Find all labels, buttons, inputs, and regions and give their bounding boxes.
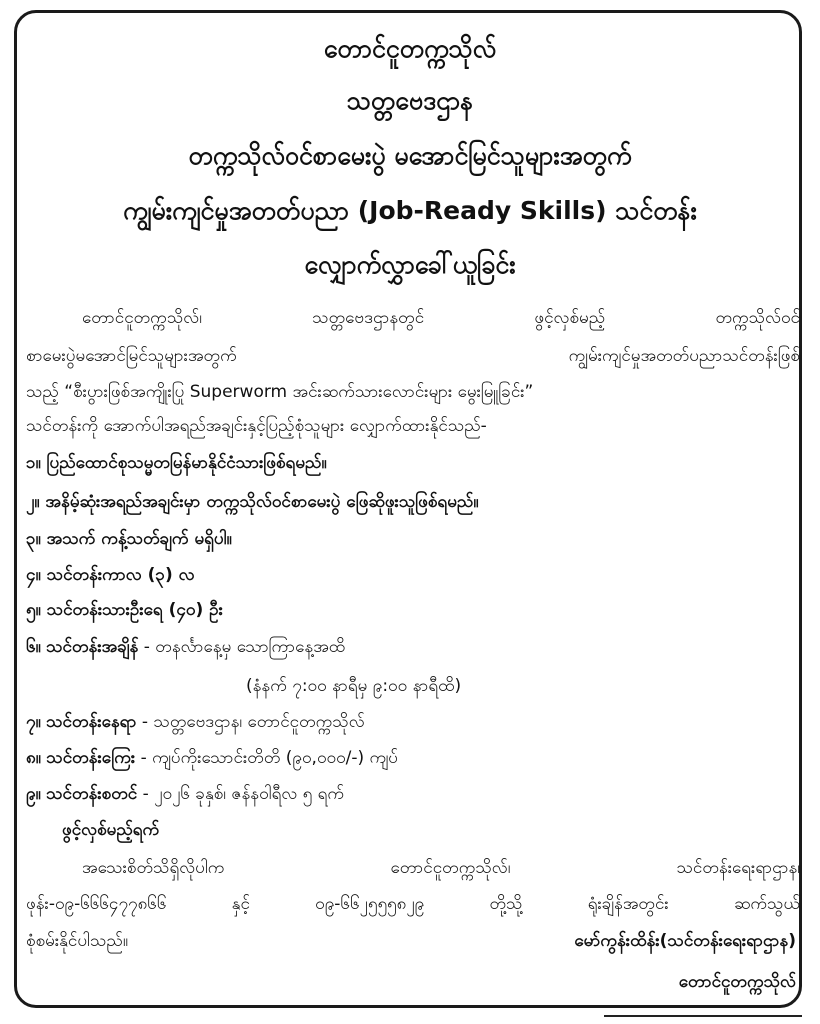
- item-text: - ၂၀၂၆ ခုနှစ်၊ ဇန်နဝါရီလ ၅ ရက်: [137, 784, 345, 804]
- item-number: ၆။: [26, 637, 41, 657]
- item-text: - တနင်္လာနေ့မှ သောကြာနေ့အထိ: [138, 637, 346, 657]
- intro-line-4: သင်တန်းကို အောက်ပါအရည်အချင်းနှင့်ပြည့်စုံသူများ လျှောက်ထားနိုင်သည်-: [26, 416, 487, 436]
- item-text: သင်တန်းသားဦးရေ (၄၀) ဦး: [46, 600, 223, 620]
- signature-office: မော်ကွန်းထိန်း(သင်တန်းရေးရာဌာန): [574, 931, 796, 951]
- item-number: ၂။: [26, 492, 40, 512]
- item-text: အနိမ့်ဆုံးအရည်အချင်းမှာ တက္ကသိုလ်ဝင်စာမေးပွဲ ဖြေဆိုဖူးသူဖြစ်ရမည်။: [45, 492, 479, 512]
- detail-item-9: [26, 782, 344, 806]
- item-label: သင်တန်းကြေး: [46, 748, 136, 768]
- contact-line-3: စုံစမ်းနိုင်ပါသည်။: [26, 931, 129, 951]
- item-number: ၅။: [26, 600, 41, 620]
- contact-line-1: အသေးစိတ်သိရှိလိုပါက တောင်ငူတက္ကသိုလ်၊ သင်တန်းရေးရာဌာန၊: [82, 858, 800, 878]
- item-number: ၄။: [26, 565, 41, 585]
- item-number: ၃။: [26, 529, 41, 549]
- intro-line-2: စာမေးပွဲမအောင်မြင်သူများအတွက် ကျွမ်းကျင်မှုအတတ်ပညာသင်တန်းဖြစ်: [26, 346, 800, 366]
- detail-item-6: [26, 635, 345, 659]
- item-text: အသက် ကန့်သတ်ချက် မရှိပါ။: [46, 529, 232, 549]
- item-label: သင်တန်းနေရာ: [46, 712, 137, 732]
- item-number: ၁။: [26, 453, 41, 473]
- intro-line-1: တောင်ငူတက္ကသိုလ်၊ သတ္တဗေဒဌာနတွင် ဖွင့်လှစ်မည့် တက္ကသိုလ်ဝင်: [82, 308, 800, 328]
- detail-item-8: [26, 746, 398, 770]
- bottom-rule: [604, 1015, 802, 1017]
- requirement-item-1: [26, 451, 327, 475]
- heading-department: သတ္တဗေဒဌာန: [346, 86, 474, 115]
- heading-university: တောင်ငူတက္ကသိုလ်: [323, 34, 497, 63]
- open-date-heading: ဖွင့်လှစ်မည့်ရက်: [62, 820, 160, 840]
- intro-line-3: သည့် “စီးပွားဖြစ်အကျိုးပြု Superworm အင်းဆက်သားလောင်းများ မွေးမြူခြင်း”: [26, 382, 534, 402]
- requirement-item-5: [26, 598, 223, 622]
- heading-course-title: ကျွမ်းကျင်မှုအတတ်ပညာ (Job-Ready Skills) သင်တန်း: [123, 196, 697, 225]
- detail-item-6-hours: (နံနက် ၇:၀၀ နာရီမှ ၉:၀၀ နာရီထိ): [246, 676, 462, 696]
- detail-item-7: [26, 710, 365, 734]
- item-number: ၇။: [26, 712, 41, 732]
- requirement-item-3: [26, 527, 232, 551]
- requirement-item-4: [26, 563, 195, 587]
- item-number: ၉။: [26, 784, 41, 804]
- item-text: ပြည်ထောင်စုသမ္မတမြန်မာနိုင်ငံသားဖြစ်ရမည်။: [46, 453, 327, 473]
- item-text: - ကျပ်ကိုးသောင်းတိတိ (၉၀,၀၀၀/-) ကျပ်: [135, 748, 399, 768]
- item-label: သင်တန်းစတင်: [46, 784, 138, 804]
- item-number: ၈။: [26, 748, 41, 768]
- item-text: သင်တန်းကာလ (၃) လ: [46, 565, 195, 585]
- item-label: သင်တန်းအချိန်: [46, 637, 139, 657]
- heading-target-group: တက္ကသိုလ်ဝင်စာမေးပွဲ မအောင်မြင်သူများအတွက်: [188, 141, 632, 170]
- signature-university: တောင်ငူတက္ကသိုလ်: [678, 972, 796, 992]
- requirement-item-2: [26, 490, 479, 514]
- item-text: - သတ္တဗေဒဌာန၊ တောင်ငူတက္ကသိုလ်: [136, 712, 365, 732]
- contact-line-2: ဖုန်း-၀၉-၆၆၆၄၇၇၈၆၆ နှင့် ၀၉-၆၆၂၅၅၅၈၂၉ တို့သို့ ရုံးချိန်အတွင်း ဆက်သွယ်: [26, 894, 800, 914]
- heading-application-call: လျှောက်လွှာခေါ်ယူခြင်း: [304, 250, 516, 279]
